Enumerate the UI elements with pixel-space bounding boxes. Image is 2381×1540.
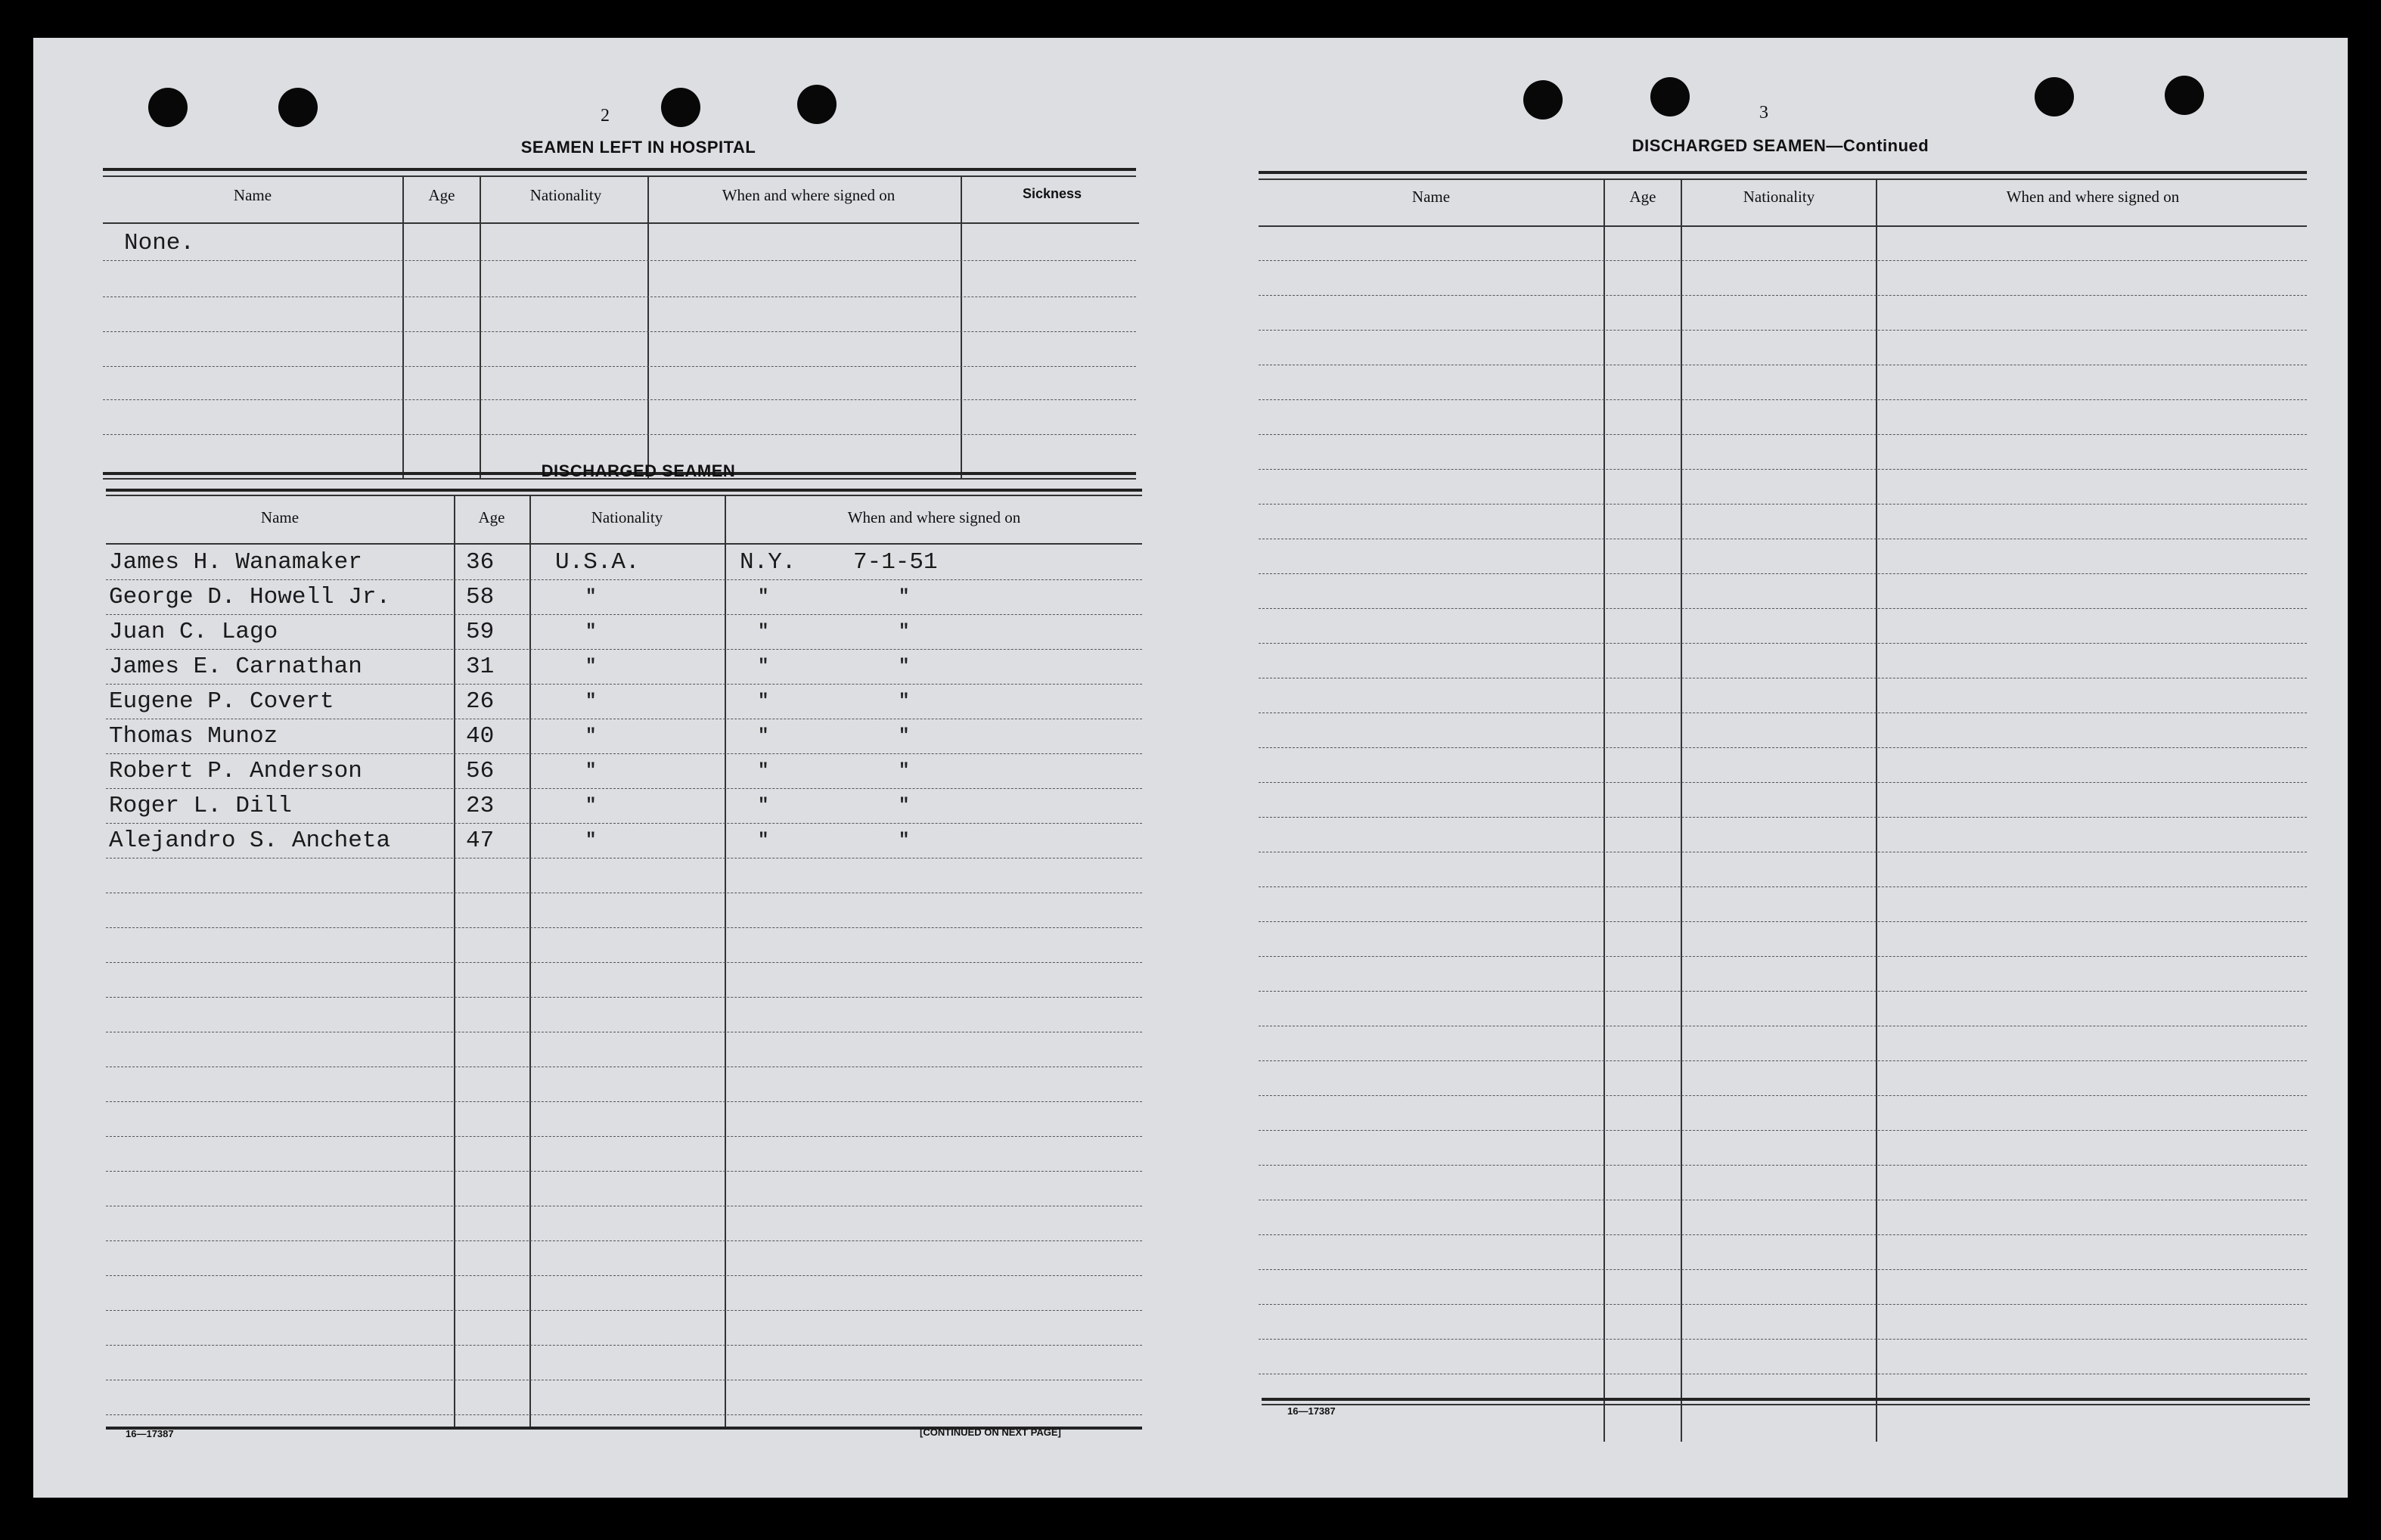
seaman-nationality: " (585, 796, 597, 816)
col-header-sickness: Sickness (1022, 186, 1082, 201)
signed-on-place: " (758, 761, 769, 781)
seaman-nationality: " (585, 691, 597, 712)
seaman-name: James H. Wanamaker (109, 549, 362, 576)
seaman-age: 23 (466, 793, 495, 819)
col-header-name: Name (233, 186, 272, 204)
seaman-age: 56 (466, 758, 495, 784)
signed-on-date: 7-1-51 (853, 549, 938, 576)
signed-on-date: " (899, 761, 910, 781)
hospital-entry: None. (124, 230, 195, 256)
discharged-header-name: Name (260, 508, 300, 526)
signed-on-date: " (899, 587, 910, 607)
seaman-age: 36 (466, 549, 495, 576)
form-number: 16—17387 (1287, 1405, 1336, 1417)
punch-hole (278, 88, 318, 127)
discharged-header-nationality: Nationality (591, 508, 663, 526)
punch-hole (2165, 76, 2204, 115)
seaman-nationality: " (585, 831, 597, 851)
seaman-nationality: " (585, 587, 597, 607)
seaman-name: Roger L. Dill (109, 793, 292, 819)
signed-on-date: " (899, 657, 910, 677)
col-header-age: Age (428, 186, 455, 204)
seaman-nationality: U.S.A. (555, 549, 640, 576)
seaman-name: Juan C. Lago (109, 619, 278, 645)
continued-header-signed-on: When and where signed on (2006, 188, 2180, 206)
signed-on-place: " (758, 831, 769, 851)
punch-hole (148, 88, 188, 127)
seaman-age: 47 (466, 827, 495, 854)
seaman-name: Eugene P. Covert (109, 688, 334, 715)
signed-on-place: " (758, 622, 769, 642)
seaman-name: Thomas Munoz (109, 723, 278, 750)
signed-on-place: " (758, 657, 769, 677)
seaman-age: 58 (466, 584, 495, 610)
signed-on-place: " (758, 587, 769, 607)
seaman-nationality: " (585, 657, 597, 677)
seaman-name: George D. Howell Jr. (109, 584, 391, 610)
signed-on-date: " (899, 796, 910, 816)
signed-on-place: " (758, 726, 769, 747)
continued-header-name: Name (1411, 188, 1451, 206)
seaman-name: Alejandro S. Ancheta (109, 827, 391, 854)
hospital-title: SEAMEN LEFT IN HOSPITAL (520, 138, 756, 157)
col-header-signed-on: When and where signed on (722, 186, 896, 204)
seaman-age: 40 (466, 723, 495, 750)
col-header-nationality: Nationality (529, 186, 602, 204)
signed-on-date: " (899, 622, 910, 642)
seaman-name: Robert P. Anderson (109, 758, 362, 784)
seaman-nationality: " (585, 761, 597, 781)
punch-hole (1650, 77, 1690, 116)
discharged-continued-title: DISCHARGED SEAMEN—Continued (1631, 136, 1929, 155)
continued-header-age: Age (1629, 188, 1656, 206)
signed-on-place: " (758, 691, 769, 712)
seaman-age: 26 (466, 688, 495, 715)
signed-on-place: " (758, 796, 769, 816)
seaman-age: 31 (466, 654, 495, 680)
punch-hole (797, 85, 837, 124)
seaman-nationality: " (585, 726, 597, 747)
punch-hole (661, 88, 700, 127)
page-number: 2 (601, 106, 610, 126)
signed-on-date: " (899, 726, 910, 747)
continued-note: [CONTINUED ON NEXT PAGE] (920, 1427, 1061, 1438)
discharged-title: DISCHARGED SEAMEN (541, 461, 736, 480)
discharged-header-age: Age (478, 508, 505, 526)
seaman-name: James E. Carnathan (109, 654, 362, 680)
form-number: 16—17387 (126, 1428, 174, 1439)
page-number: 3 (1759, 103, 1768, 123)
punch-hole (2035, 77, 2074, 116)
continued-header-nationality: Nationality (1743, 188, 1815, 206)
discharged-header-signed-on: When and where signed on (847, 508, 1021, 526)
seaman-age: 59 (466, 619, 495, 645)
seaman-nationality: " (585, 622, 597, 642)
signed-on-date: " (899, 691, 910, 712)
document-sheet (33, 38, 2348, 1498)
signed-on-place: N.Y. (740, 549, 796, 576)
signed-on-date: " (899, 831, 910, 851)
punch-hole (1523, 80, 1563, 120)
